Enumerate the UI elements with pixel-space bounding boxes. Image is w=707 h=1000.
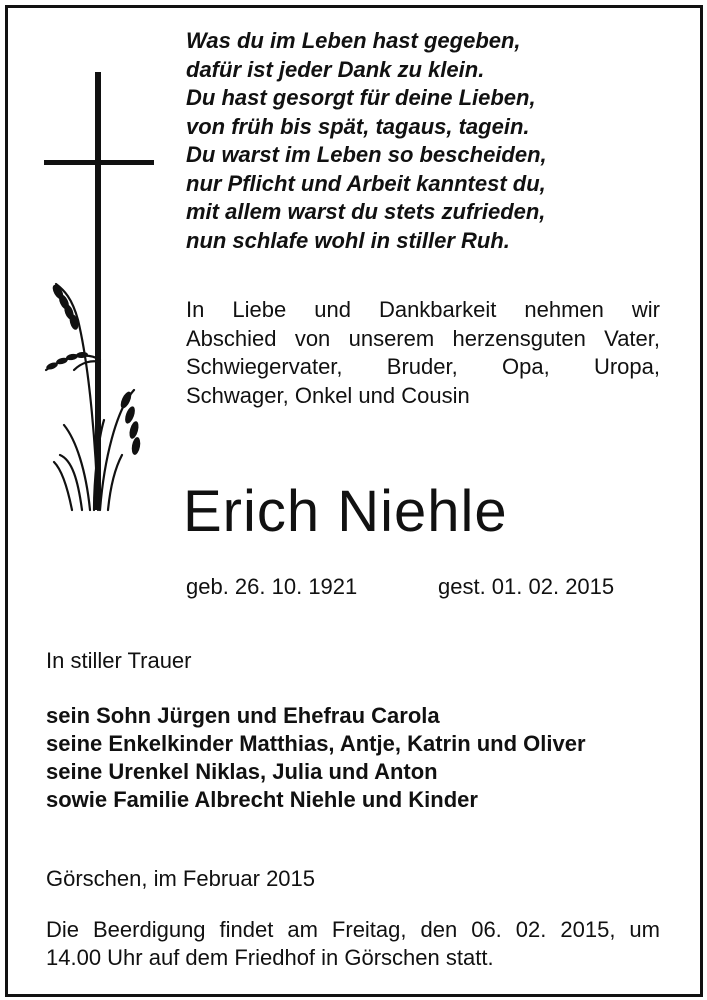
poem-line: nun schlafe wohl in stiller Ruh.: [186, 227, 510, 253]
mourning-intro: In stiller Trauer: [46, 648, 192, 673]
place-date: Görschen, im Februar 2015: [46, 866, 316, 891]
poem-line: Du warst im Leben so bescheiden,: [186, 142, 547, 167]
poem-line: von früh bis spät, tagaus, tagein.: [186, 113, 530, 139]
farewell-line: In Liebe und Dankbarkeit nehmen wir: [186, 297, 660, 322]
poem-line: Du hast gesorgt für deine Lieben,: [186, 85, 536, 110]
relative-line: sowie Familie Albrecht Niehle und Kinder: [46, 787, 478, 812]
death-date: gest. 01. 02. 2015: [438, 574, 615, 599]
cross-with-wheat-icon: [38, 70, 168, 520]
poem-line: mit allem warst du stets zufrieden,: [186, 199, 546, 224]
farewell-line: Abschied von unserem herzensguten Vater,: [186, 325, 660, 351]
relative-line: seine Enkelkinder Matthias, Antje, Katrin und Oliver: [46, 731, 586, 756]
funeral-line: Die Beerdigung findet am Freitag, den 06. 02. 2015, um: [46, 917, 660, 942]
funeral-notice: [46, 916, 660, 972]
funeral-line: 14.00 Uhr auf dem Friedhof in Görschen statt.: [46, 945, 494, 970]
birth-date: geb. 26. 10. 1921: [186, 574, 358, 599]
poem: [186, 27, 666, 255]
poem-line: Was du im Leben hast gegeben,: [186, 28, 521, 53]
wheat-icon: [46, 284, 134, 510]
poem-line: nur Pflicht und Arbeit kanntest du,: [186, 170, 546, 196]
farewell-line: Schwiegervater, Bruder, Opa, Uropa,: [186, 354, 660, 379]
relative-line: seine Urenkel Niklas, Julia und Anton: [46, 759, 438, 784]
relative-line: sein Sohn Jürgen und Ehefrau Carola: [46, 703, 440, 728]
deceased-name: Erich Niehle: [183, 479, 508, 544]
poem-line: dafür ist jeder Dank zu klein.: [186, 56, 485, 82]
farewell-line: Schwager, Onkel und Cousin: [186, 382, 470, 408]
farewell-text: [186, 296, 660, 410]
relatives-list: [46, 702, 586, 814]
